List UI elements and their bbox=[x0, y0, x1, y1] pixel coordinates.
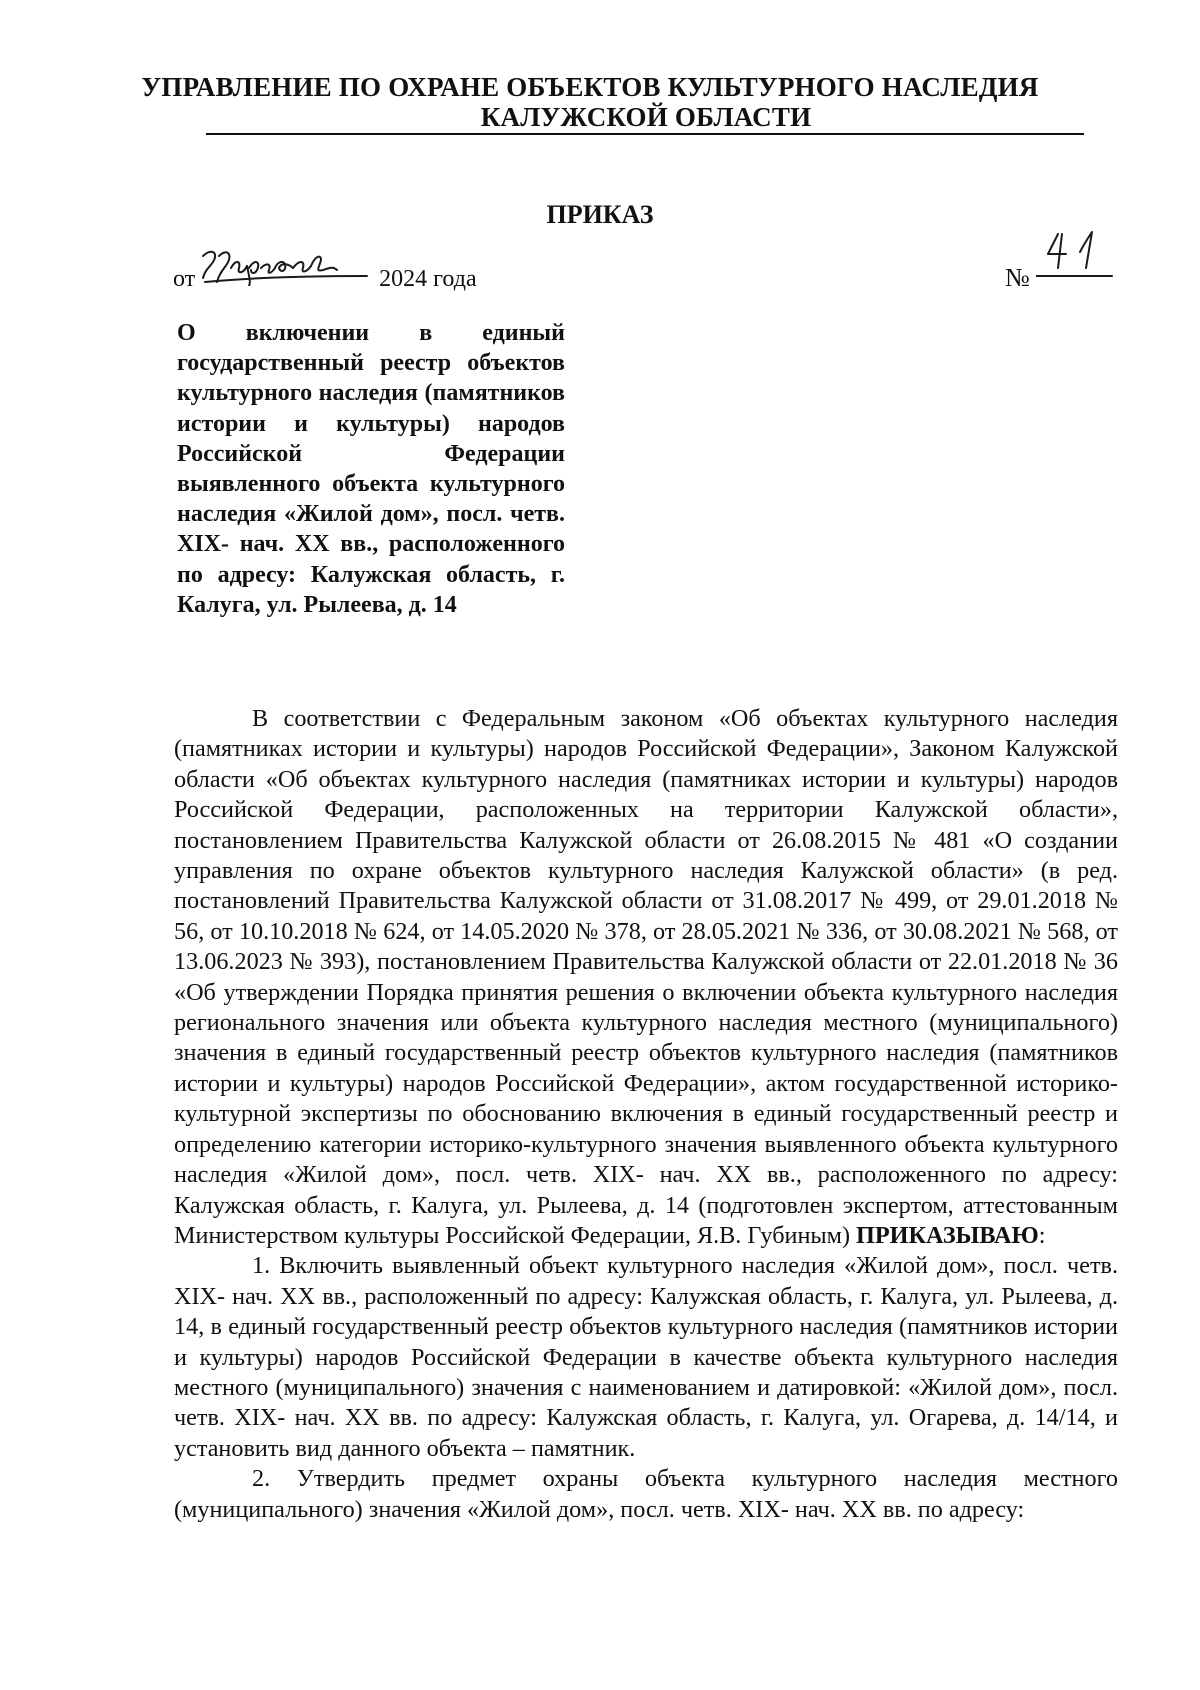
handwritten-number-ink bbox=[1036, 228, 1114, 278]
preamble-paragraph bbox=[174, 704, 1118, 1251]
header-rule bbox=[206, 133, 1084, 135]
handwritten-date bbox=[197, 256, 373, 286]
number-prefix: № bbox=[1005, 263, 1030, 292]
preamble-text: В соответствии с Федеральным законом «Об объектах культурного наследия (памятниках истории и культуры) народов Российской Федерации», Законом Калужской области «Об объектах культурного наследия (памятниках истории и культуры) народов Российской Федерации, расположенных на территории Калужской области», постановлением Правительства Калужской области от 26.08.2015 № 481 «О создании управления по охране объектов культурного наследия Калужской области» (в ред. постановлений Правительства Калужской области от 31.08.2017 № 499, от 29.01.2018 № 56, от 10.10.2018 № 624, от 14.05.2020 № 378, от 28.05.2021 № 336, от 30.08.2021 № 568, от 13.06.2023 № 393), постановлением Правительства Калужской области от 22.01.2018 № 36 «Об утверждении Порядка принятия решения о включении объекта культурного наследия регионального значения или объекта культурного наследия местного (муниципального) значения в единый государственный реестр объектов культурного наследия (памятников истории и культуры) народов Российской Федерации», актом государственной историко-культурной экспертизы по обоснованию включения в единый государственный реестр и определению категории историко-культурного значения выявленного объекта культурного наследия «Жилой дом», посл. четв. XIX- нач. XX вв., расположенного по адресу: Калужская область, г. Калуга, ул. Рылеева, д. 14 (подготовлен экспертом, аттестованным Министерством культуры Российской Федерации, Я.В. Губиным) bbox=[174, 705, 1118, 1249]
date-prefix: от bbox=[173, 266, 196, 292]
order-item-2: 2. Утвердить предмет охраны объекта культурного наследия местного (муниципального) значения «Жилой дом», посл. четв. XIX- нач. XX вв. по адресу: bbox=[174, 1465, 1118, 1523]
date-year: 2024 года bbox=[379, 266, 477, 292]
org-name-line1: УПРАВЛЕНИЕ ПО ОХРАНЕ ОБЪЕКТОВ КУЛЬТУРНОГО НАСЛЕДИЯ bbox=[141, 72, 1039, 102]
order-item-1: 1. Включить выявленный объект культурного наследия «Жилой дом», посл. четв. XIX- нач. XX вв., расположенный по адресу: Калужская область, г. Калуга, ул. Рылеева, д. 14, в единый государственный реестр объектов культурного наследия (памятников истории и культуры) народов Российской Федерации в качестве объекта культурного наследия местного (муниципального) значения с наименованием и датировкой: «Жилой дом», посл. четв. XIX- нач. XX вв. по адресу: Калужская область, г. Калуга, ул. Огарева, д. 14/14, и установить вид данного объекта – памятник. bbox=[174, 1252, 1118, 1462]
handwritten-number bbox=[1036, 250, 1114, 286]
order-body bbox=[174, 704, 1118, 1525]
order-keyword: ПРИКАЗЫВАЮ bbox=[856, 1221, 1039, 1249]
date-line bbox=[173, 256, 477, 293]
org-name-line2: КАЛУЖСКОЙ ОБЛАСТИ bbox=[480, 102, 812, 132]
order-subject: О включении в единый государственный реестр объектов культурного наследия (памятников истории и культуры) народов Российской Федерации выявленного объекта культурного наследия «Жилой дом», посл. четв. XIX- нач. XX вв., расположенного по адресу: Калужская область, г. Калуга, ул. Рылеева, д. 14 bbox=[177, 320, 565, 618]
document-type-title: ПРИКАЗ bbox=[546, 200, 654, 229]
handwritten-date-ink bbox=[197, 246, 373, 286]
number-line bbox=[1005, 250, 1114, 293]
order-keyword-colon: : bbox=[1038, 1221, 1046, 1249]
